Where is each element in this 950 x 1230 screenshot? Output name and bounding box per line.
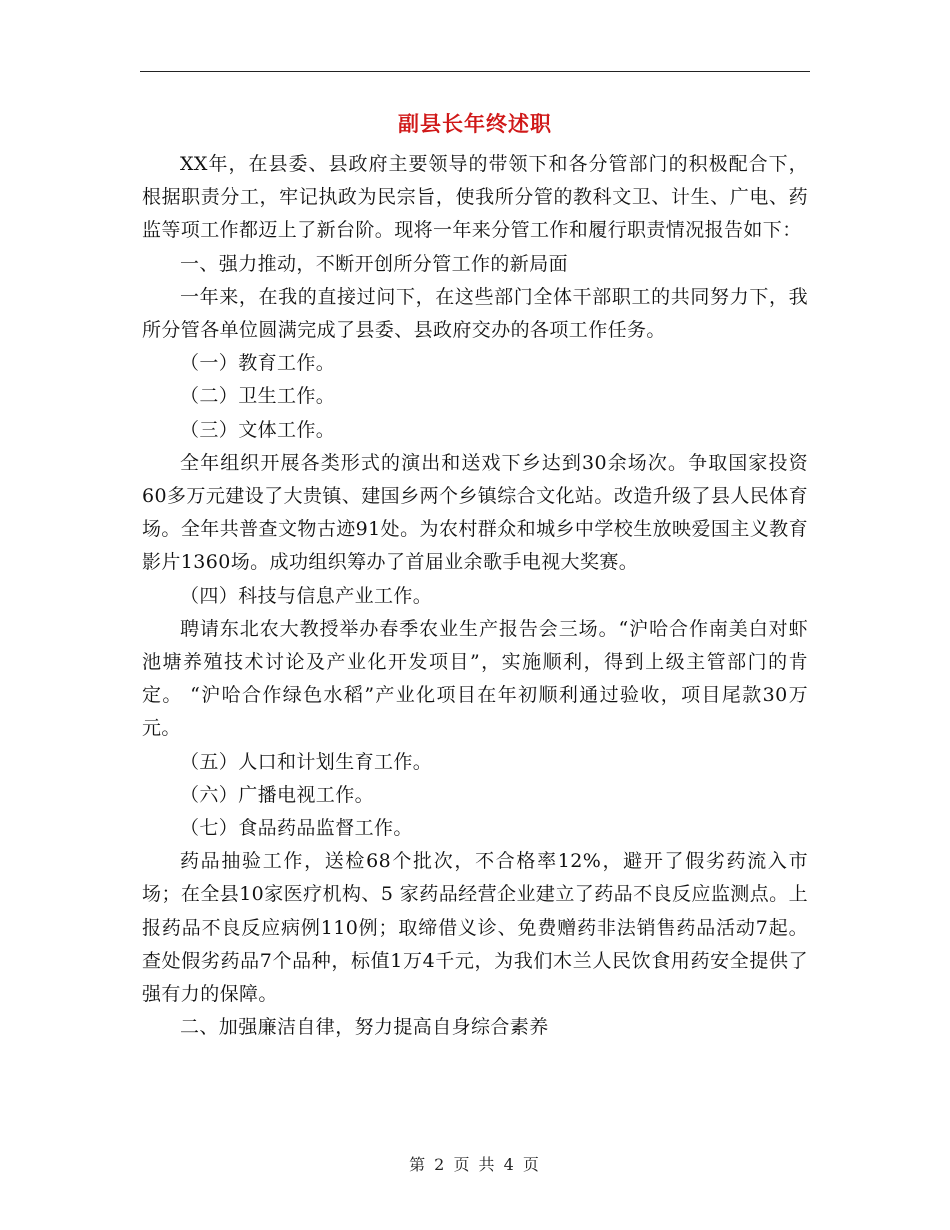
page-number-label: 第 2 页 共 4 页 xyxy=(409,1155,541,1174)
subheading-family-planning: （五）人口和计划生育工作。 xyxy=(180,750,433,773)
paragraph: 全年组织开展各类形式的演出和送戏下乡达到30余场次。争取国家投资60多万元建设了大贵镇、建国乡两个乡镇综合文化站。改造升级了县人民体育场。全年共普查文物古迹91处。为农村群众和城乡中学校生放映爱国主义教育影片1360场。成功组织筹办了首届业余歌手电视大奖赛。 xyxy=(142,451,808,574)
section-heading-2: 二、加强廉洁自律，努力提高自身综合素养 xyxy=(180,1016,549,1039)
subheading-broadcasting: （六）广播电视工作。 xyxy=(180,783,375,806)
subheading-culture-sports: （三）文体工作。 xyxy=(180,418,336,441)
subheading-food-drug: （七）食品药品监督工作。 xyxy=(180,817,413,840)
subheading-technology: （四）科技与信息产业工作。 xyxy=(180,584,433,607)
section-heading-1: 一、强力推动，不断开创所分管工作的新局面 xyxy=(180,252,569,275)
paragraph: 药品抽验工作，送检68个批次，不合格率12%，避开了假劣药流入市场；在全县10家医疗机构、5 家药品经营企业建立了药品不良反应监测点。上报药品不良反应病例110例；取缔借义诊、免费赠药非法销售药品活动7起。查处假劣药品7个品种，标值1万4千元，为我们木兰人民饮食用药安全提供了强有力的保障。 xyxy=(142,850,808,1006)
subheading-health: （二）卫生工作。 xyxy=(180,385,336,408)
paragraph: 聘请东北农大教授举办春季农业生产报告会三场。“沪哈合作南美白对虾池塘养殖技术讨论及产业化开发项目”，实施顺利，得到上级主管部门的肯定。 “沪哈合作绿色水稻”产业化项目在年初顺利通过验收，项目尾款30万元。 xyxy=(142,617,808,740)
document-body xyxy=(142,148,808,1044)
paragraph: 一年来，在我的直接过问下，在这些部门全体干部职工的共同努力下，我所分管各单位圆满完成了县委、县政府交办的各项工作任务。 xyxy=(142,285,808,342)
page-number-footer xyxy=(140,1152,810,1175)
document-title: 副县长年终述职 xyxy=(398,111,552,136)
header-rule xyxy=(140,71,810,72)
intro-paragraph: XX年，在县委、县政府主要领导的带领下和各分管部门的积极配合下，根据职责分工，牢记执政为民宗旨，使我所分管的教科文卫、计生、广电、药监等项工作都迈上了新台阶。现将一年来分管工作和履行职责情况报告如下： xyxy=(142,153,808,242)
subheading-education: （一）教育工作。 xyxy=(180,352,336,375)
